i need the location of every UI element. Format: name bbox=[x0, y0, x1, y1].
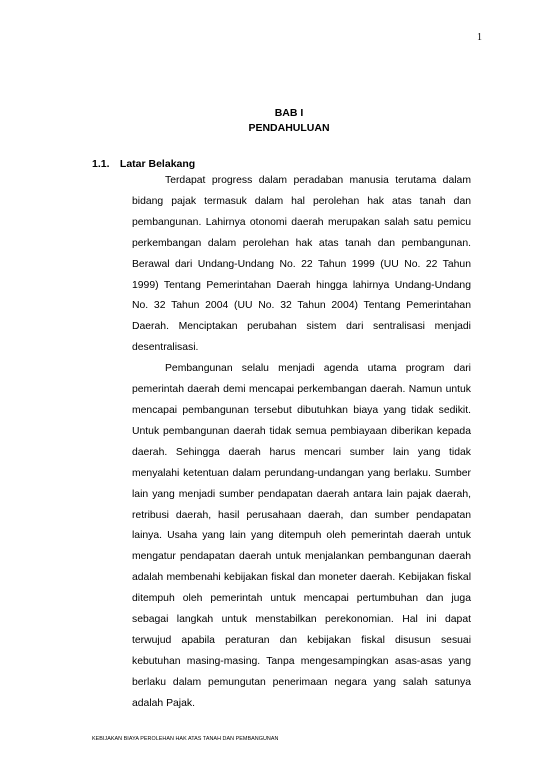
page-footer: KEBIJAKAN BIAYA PEROLEHAN HAK ATAS TANAH DAN PEMBANGUNAN bbox=[92, 736, 279, 742]
paragraph-1: Terdapat progress dalam peradaban manusia terutama dalam bidang pajak termasuk dalam hal perolehan hak atas tanah dan pembangunan. Lahirnya otonomi daerah merupakan salah satu pemicu perkembangan dalam perolehan hak atas tanah dan pembangunan. Berawal dari Undang-Undang No. 22 Tahun 1999 (UU No. 22 Tahun 1999) Tentang Pemerintahan Daerah hingga lahirnya Undang-Undang No. 32 Tahun 2004 (UU No. 32 Tahun 2004) Tentang Pemerintahan Daerah. Menciptakan perubahan sistem dari sentralisasi menjadi desentralisasi. bbox=[132, 175, 471, 354]
chapter-heading bbox=[0, 106, 550, 136]
page-number: 1 bbox=[477, 32, 482, 43]
section-title: Latar Belakang bbox=[119, 158, 196, 170]
section-number: 1.1. bbox=[92, 158, 110, 170]
chapter-title: PENDAHULUAN bbox=[248, 122, 330, 134]
chapter-label: BAB I bbox=[274, 107, 304, 119]
paragraph-2: Pembangunan selalu menjadi agenda utama program dari pemerintah daerah demi mencapai perkembangan daerah. Namun untuk mencapai pembangunan tersebut dibutuhkan biaya yang tidak sedikit. Untuk pembangunan daerah tidak semua pembiayaan diberikan kepada daerah. Sehingga daerah harus mencari sumber lain yang tidak menyalahi ketentuan dalam perundang-undangan yang berlaku. Sumber lain yang menjadi sumber pendapatan daerah antara lain pajak daerah, retribusi daerah, hasil perusahaan daerah, dan sumber pendapatan lainya. Usaha yang lain yang ditempuh oleh pemerintah daerah untuk mengatur pendapatan daerah untuk menjalankan pembangunan daerah adalah membenahi kebijakan fiskal dan moneter daerah. Kebijakan fiskal ditempuh oleh pemerintah untuk mencapai pertumbuhan dan juga sebagai langkah untuk menstabilkan perekonomian. Hal ini dapat terwujud apabila peraturan dan kebijakan fiskal disusun sesuai kebutuhan masing-masing. Tanpa mengesampingkan asas-asas yang berlaku dalam pemungutan penerimaan negara yang salah satunya adalah Pajak. bbox=[132, 363, 471, 709]
section-heading bbox=[92, 158, 195, 170]
body-text bbox=[132, 171, 471, 715]
